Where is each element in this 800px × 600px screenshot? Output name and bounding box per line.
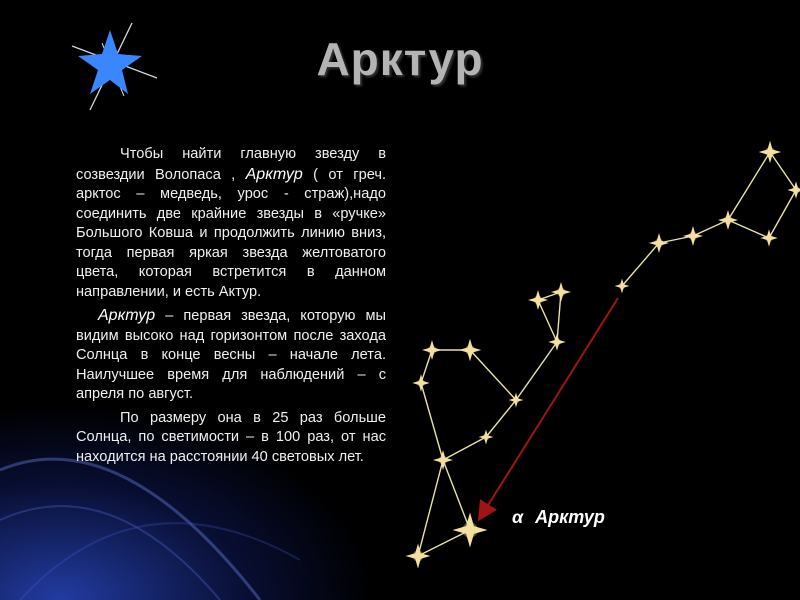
constellation-line xyxy=(538,300,557,342)
star-icon xyxy=(551,282,571,302)
constellation-line xyxy=(622,243,659,286)
star-icon xyxy=(406,544,431,569)
star-icon xyxy=(479,430,494,445)
slide-title: Арктур xyxy=(316,33,484,85)
arcturus-star-icon xyxy=(453,513,488,548)
star-icon xyxy=(759,141,782,164)
body-text xyxy=(76,145,386,471)
constellation-line xyxy=(421,383,443,460)
paragraph-2 xyxy=(76,306,386,405)
star-icon xyxy=(787,181,800,199)
constellation-line xyxy=(421,350,432,383)
arcturus-name: Арктур xyxy=(535,507,605,527)
star-icon xyxy=(528,290,548,310)
star-icon xyxy=(760,229,778,247)
star-icon xyxy=(548,333,566,351)
constellation-line xyxy=(769,190,796,238)
constellation-line xyxy=(443,437,486,460)
arcturus-label xyxy=(512,507,605,528)
star-icon xyxy=(422,340,442,360)
paragraph-3 xyxy=(76,409,386,468)
constellation-line xyxy=(418,460,443,556)
paragraph-3-text: По размеру она в 25 раз больше Солнца, по светимости – в 100 раз, от нас находится на расстоянии 40 световых лет. xyxy=(76,409,386,465)
direction-arrow xyxy=(480,298,618,518)
star-name-highlight: Арктур xyxy=(245,165,303,183)
constellation-line xyxy=(728,152,770,220)
alpha-symbol: α xyxy=(512,507,524,527)
star-icon xyxy=(433,450,453,470)
constellation-line xyxy=(443,460,470,530)
paragraph-1-rest: ( от греч. арктос – медведь, урос - страж),надо соединить две крайние звезды в «ручке» Большого Ковша и продолжить линию вниз, тогда первая яркая звезда желтоватого цвета, которая встретится в данном направлении, и есть Актур. xyxy=(76,166,387,300)
constellation-line xyxy=(418,530,470,556)
constellation-line xyxy=(770,152,796,190)
star-icon xyxy=(683,226,703,246)
star-name-highlight: Арктур xyxy=(98,307,156,324)
constellation-line xyxy=(728,220,769,238)
constellation-line xyxy=(516,342,557,400)
paragraph-2-text: – первая звезда, которую мы видим высоко над горизонтом после захода Солнца в конце весны – начале лета. Наилучшее время для наблюдений – с апреля по август. xyxy=(76,308,386,402)
constellation-line xyxy=(693,220,728,236)
star-icon xyxy=(718,210,738,230)
star-icon xyxy=(412,374,430,392)
star-icon xyxy=(649,233,669,253)
constellation-line xyxy=(486,400,516,437)
constellation-line xyxy=(470,350,516,400)
paragraph-1 xyxy=(76,145,386,302)
paragraph-1-text: Чтобы найти главную звезду в созвездии Волопаса , xyxy=(76,146,386,183)
